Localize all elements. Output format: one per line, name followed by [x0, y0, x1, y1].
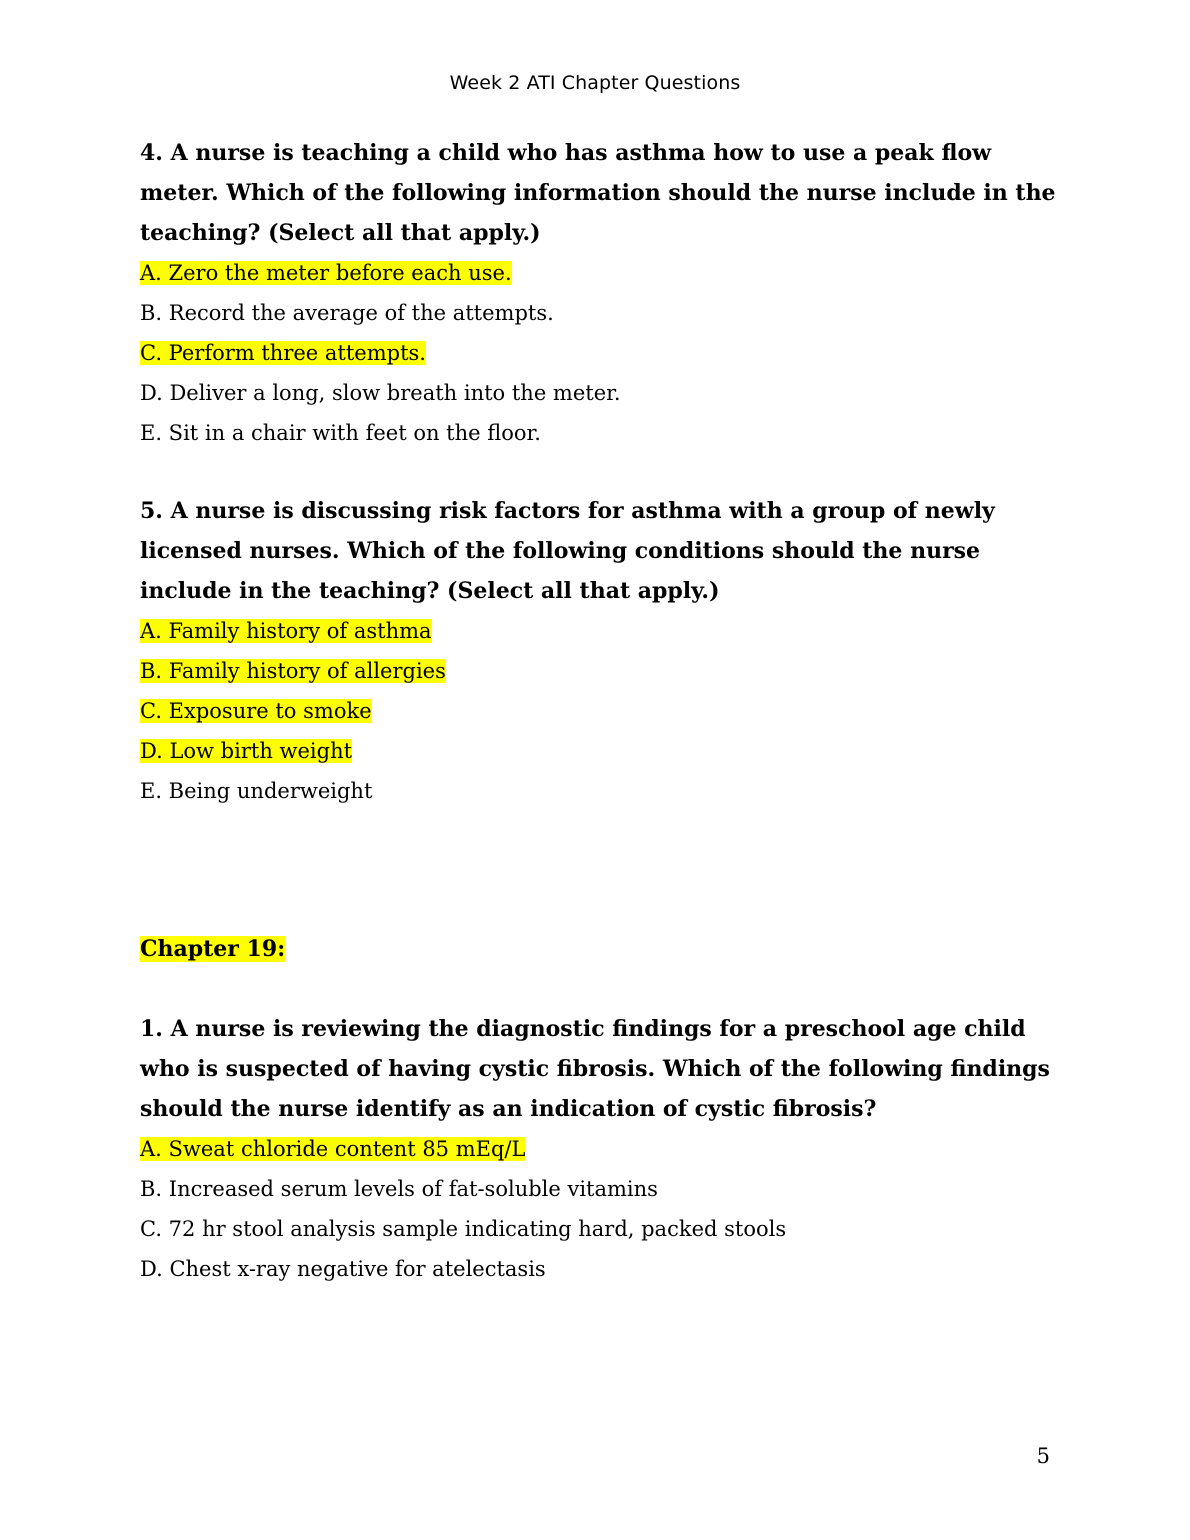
ch19-q1-option-d-text: D. Chest x-ray negative for atelectasis — [140, 1257, 546, 1281]
q5-option-a-text: A. Family history of asthma — [140, 619, 432, 643]
q4-option-c — [140, 333, 1060, 373]
q5-option-e-text: E. Being underweight — [140, 779, 373, 803]
spacer — [140, 969, 1060, 1009]
q4-option-e — [140, 413, 1060, 453]
ch19-q1-option-b — [140, 1169, 1060, 1209]
spacer — [140, 811, 1060, 929]
question-4-text: 4. A nurse is teaching a child who has asthma how to use a peak flow meter. Which of the following information should the nurse include in the teaching? (Select all that apply.) — [140, 140, 1056, 246]
question-5-block — [140, 491, 1060, 811]
ch19-q1-option-d — [140, 1249, 1060, 1289]
q5-option-b — [140, 651, 1060, 691]
q5-option-d — [140, 731, 1060, 771]
q4-option-c-text: C. Perform three attempts. — [140, 341, 426, 365]
page-number: 5 — [1036, 1444, 1050, 1468]
q4-option-e-text: E. Sit in a chair with feet on the floor. — [140, 421, 541, 445]
q4-option-d-text: D. Deliver a long, slow breath into the meter. — [140, 381, 621, 405]
ch19-question-1-text: 1. A nurse is reviewing the diagnostic findings for a preschool age child who is suspected of having cystic fibrosis. Which of the following findings should the nurse identify as an indication of cystic fibrosis? — [140, 1016, 1050, 1122]
question-4-block — [140, 133, 1060, 453]
q4-option-a-text: A. Zero the meter before each use. — [140, 261, 512, 285]
q4-option-a — [140, 253, 1060, 293]
spacer — [140, 453, 1060, 491]
ch19-q1-option-c-text: C. 72 hr stool analysis sample indicating hard, packed stools — [140, 1217, 787, 1241]
question-5-text: 5. A nurse is discussing risk factors for asthma with a group of newly licensed nurses. Which of the following conditions should the nurse include in the teaching? (Select all that apply.) — [140, 498, 995, 604]
q4-option-b — [140, 293, 1060, 333]
ch19-q1-option-a-text: A. Sweat chloride content 85 mEq/L — [140, 1137, 526, 1161]
q5-option-c-text: C. Exposure to smoke — [140, 699, 372, 723]
ch19-q1-option-b-text: B. Increased serum levels of fat-soluble vitamins — [140, 1177, 658, 1201]
q5-option-b-text: B. Family history of allergies — [140, 659, 446, 683]
chapter-heading-text: Chapter 19: — [140, 936, 286, 962]
q4-option-d — [140, 373, 1060, 413]
ch19-q1-option-a — [140, 1129, 1060, 1169]
q5-option-a — [140, 611, 1060, 651]
chapter-19-question-1-block — [140, 1009, 1060, 1289]
q4-option-b-text: B. Record the average of the attempts. — [140, 301, 554, 325]
q5-option-c — [140, 691, 1060, 731]
ch19-q1-option-c — [140, 1209, 1060, 1249]
document-body — [140, 133, 1060, 1289]
chapter-heading — [140, 929, 1060, 969]
q5-option-d-text: D. Low birth weight — [140, 739, 353, 763]
q5-option-e — [140, 771, 1060, 811]
page-header: Week 2 ATI Chapter Questions — [449, 72, 741, 94]
